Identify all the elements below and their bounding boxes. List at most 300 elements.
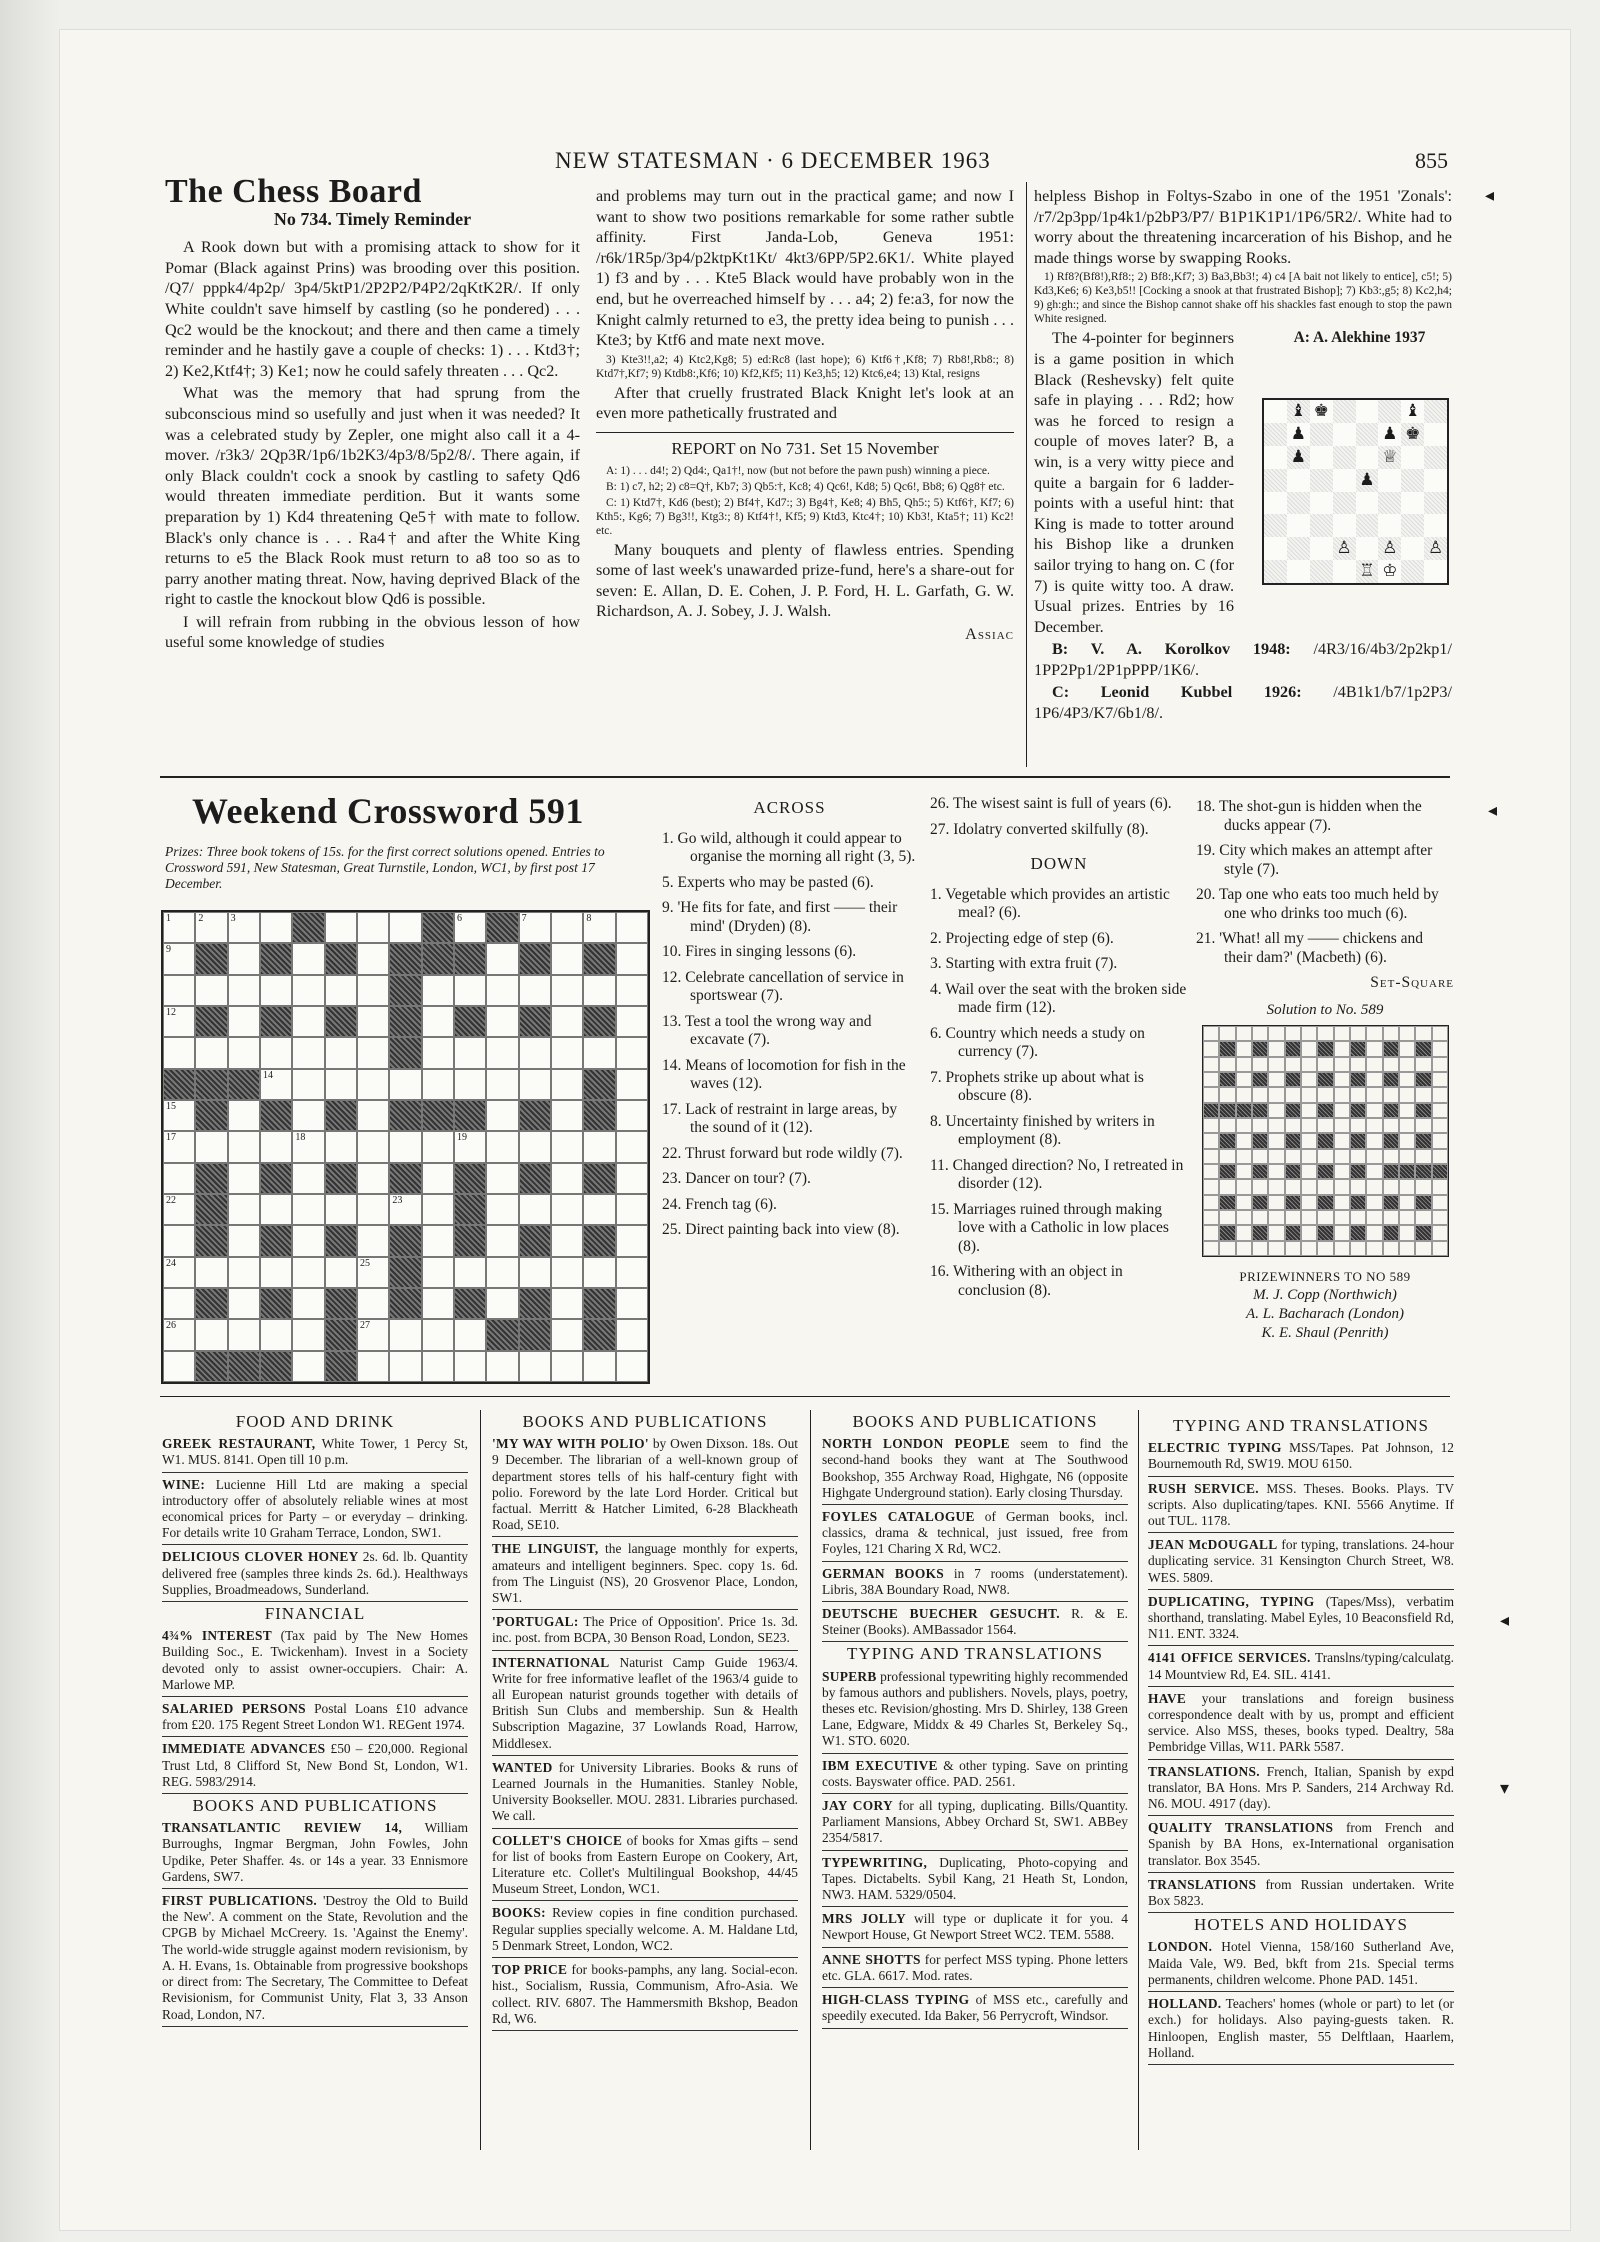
grid-cell[interactable] bbox=[486, 1037, 518, 1068]
grid-block bbox=[583, 1225, 615, 1256]
classified-ad-lead: THE LINGUIST, bbox=[492, 1541, 599, 1557]
classified-heading: TYPING AND TRANSLATIONS bbox=[847, 1644, 1103, 1664]
grid-cell[interactable] bbox=[228, 943, 260, 974]
grid-cell[interactable] bbox=[389, 1194, 421, 1225]
grid-cell[interactable] bbox=[228, 1225, 260, 1256]
grid-cell[interactable] bbox=[454, 1131, 486, 1162]
grid-cell[interactable] bbox=[163, 943, 195, 974]
classified-ad bbox=[1148, 1537, 1454, 1590]
classified-ad-lead: JEAN McDOUGALL bbox=[1148, 1537, 1278, 1553]
grid-cell[interactable] bbox=[357, 975, 389, 1006]
solution-cell bbox=[1317, 1179, 1333, 1194]
grid-cell[interactable] bbox=[325, 1131, 357, 1162]
grid-cell[interactable] bbox=[486, 1163, 518, 1194]
classified-ad-text: of books for Xmas gifts – send for list of books from Eastern Europe on Cookery, Art, Literature etc. Collet's Multilingual Bookshop, 44/45 Museum Street, London, WC1. bbox=[492, 1832, 798, 1897]
classified-ad-lead: DELICIOUS CLOVER HONEY bbox=[162, 1549, 359, 1565]
grid-cell[interactable] bbox=[357, 912, 389, 943]
grid-cell[interactable] bbox=[616, 943, 648, 974]
grid-cell[interactable] bbox=[616, 1037, 648, 1068]
grid-cell[interactable] bbox=[519, 1131, 551, 1162]
grid-cell[interactable] bbox=[357, 1288, 389, 1319]
chess-square bbox=[1424, 514, 1447, 537]
classified-ad bbox=[162, 1549, 468, 1602]
problem-b bbox=[1034, 639, 1452, 680]
grid-cell[interactable] bbox=[292, 1131, 324, 1162]
solution-cell bbox=[1432, 1087, 1448, 1102]
classified-ad bbox=[822, 1606, 1128, 1642]
classified-column-4 bbox=[1148, 1418, 1454, 2069]
grid-cell[interactable] bbox=[486, 943, 518, 974]
cell-number: 23 bbox=[392, 1195, 403, 1206]
grid-cell[interactable] bbox=[551, 1351, 583, 1382]
grid-cell[interactable] bbox=[325, 912, 357, 943]
classified-ad-text: The Price of Opposition'. Price 1s. 3d. inc. post. from BCPA, 30 Benson Road, London, SE23. bbox=[492, 1614, 798, 1646]
solution-block bbox=[1415, 1103, 1431, 1118]
classified-ad bbox=[1148, 1764, 1454, 1817]
grid-cell[interactable] bbox=[551, 1100, 583, 1131]
classified-ad-lead: ANNE SHOTTS bbox=[822, 1951, 921, 1967]
solution-cell bbox=[1317, 1118, 1333, 1133]
grid-cell[interactable] bbox=[486, 1257, 518, 1288]
grid-cell[interactable] bbox=[325, 1037, 357, 1068]
chess-square bbox=[1310, 537, 1333, 560]
grid-cell[interactable] bbox=[422, 1288, 454, 1319]
solution-cell bbox=[1399, 1103, 1415, 1118]
grid-cell[interactable] bbox=[260, 1257, 292, 1288]
grid-cell[interactable] bbox=[357, 1194, 389, 1225]
grid-cell[interactable] bbox=[422, 1069, 454, 1100]
grid-cell[interactable] bbox=[519, 1194, 551, 1225]
crossword-grid[interactable] bbox=[161, 910, 650, 1384]
grid-cell[interactable] bbox=[163, 1257, 195, 1288]
grid-cell[interactable] bbox=[454, 975, 486, 1006]
solution-cell bbox=[1268, 1087, 1284, 1102]
grid-cell[interactable] bbox=[357, 943, 389, 974]
grid-cell[interactable] bbox=[292, 1037, 324, 1068]
solution-cell bbox=[1236, 1241, 1252, 1256]
grid-cell[interactable] bbox=[163, 1194, 195, 1225]
classified-ad-lead: MRS JOLLY bbox=[822, 1911, 906, 1927]
grid-cell[interactable] bbox=[551, 1288, 583, 1319]
grid-cell[interactable] bbox=[228, 1163, 260, 1194]
classified-ad bbox=[492, 1962, 798, 2031]
classified-ad-lead: TOP PRICE bbox=[492, 1962, 568, 1978]
grid-cell[interactable] bbox=[357, 1131, 389, 1162]
solution-cell bbox=[1432, 1179, 1448, 1194]
grid-cell[interactable] bbox=[486, 1100, 518, 1131]
solution-cell bbox=[1415, 1149, 1431, 1164]
solution-cell bbox=[1350, 1179, 1366, 1194]
grid-cell[interactable] bbox=[195, 1037, 227, 1068]
classified-ad-text: Review copies in fine condition purchased. Regular supplies specially welcome. A. M. Haldane Ltd, 5 Denmark Street, London, WC2. bbox=[492, 1905, 798, 1953]
grid-cell[interactable] bbox=[195, 1257, 227, 1288]
down-heading: DOWN bbox=[1030, 854, 1088, 873]
classified-ad-text: Hotel Vienna, 158/160 Sutherland Ave, Maida Vale, W9. Bed, bkft from 21s. Special terms permanents, children welcome. Phone PAD. 1451. bbox=[1148, 1939, 1454, 1987]
grid-cell[interactable] bbox=[551, 943, 583, 974]
grid-cell[interactable] bbox=[583, 1351, 615, 1382]
grid-cell[interactable] bbox=[228, 975, 260, 1006]
grid-cell[interactable] bbox=[228, 1037, 260, 1068]
grid-cell[interactable] bbox=[163, 1037, 195, 1068]
grid-cell[interactable] bbox=[551, 1037, 583, 1068]
solution-cell bbox=[1366, 1195, 1382, 1210]
grid-cell[interactable] bbox=[357, 1257, 389, 1288]
grid-cell[interactable] bbox=[195, 1131, 227, 1162]
grid-cell[interactable] bbox=[551, 1194, 583, 1225]
grid-cell[interactable] bbox=[454, 1037, 486, 1068]
solution-cell bbox=[1350, 1026, 1366, 1041]
grid-cell[interactable] bbox=[228, 1194, 260, 1225]
chess-square bbox=[1333, 446, 1356, 469]
grid-cell[interactable] bbox=[163, 912, 195, 943]
grid-cell[interactable] bbox=[616, 1225, 648, 1256]
report-c: C: 1) Ktd7†, Kd6 (best); 2) Bf4†, Kd7:; 3) Bg4†, Ke8; 4) Bh5, Qh5:; 5) Ktf6†, Kf7; 6) Kth5:, Kg6; 7) Bg3!!, Ktg3:; 8) Ktf4†!, Kf5; 9) Ktd3, Ktc4†; 10) Kb3!, Kta5†; 11) Kc2! etc. bbox=[596, 496, 1014, 537]
solution-cell bbox=[1203, 1072, 1219, 1087]
grid-cell[interactable] bbox=[519, 1037, 551, 1068]
grid-cell[interactable] bbox=[357, 1225, 389, 1256]
across-clue: 10. Fires in singing lessons (6). bbox=[662, 943, 857, 960]
grid-cell[interactable] bbox=[357, 1351, 389, 1382]
grid-cell[interactable] bbox=[389, 1319, 421, 1350]
grid-cell[interactable] bbox=[260, 912, 292, 943]
solution-cell bbox=[1252, 1118, 1268, 1133]
solution-block bbox=[1415, 1072, 1431, 1087]
classified-ad bbox=[1148, 1996, 1454, 2065]
chess-square bbox=[1287, 560, 1310, 583]
solution-block bbox=[1383, 1103, 1399, 1118]
classified-ad bbox=[1148, 1594, 1454, 1647]
classified-ad-lead: COLLET'S CHOICE bbox=[492, 1832, 623, 1848]
grid-cell[interactable] bbox=[551, 1131, 583, 1162]
grid-cell[interactable] bbox=[228, 1100, 260, 1131]
chess-piece-icon: ♟ bbox=[1290, 423, 1306, 443]
classified-ad-lead: IBM EXECUTIVE bbox=[822, 1757, 938, 1773]
classified-ad-text: £50 – £20,000. Regional Trust Ltd, 8 Clifford St, New Bond St, London, W1. REG. 5983/2914. bbox=[162, 1741, 468, 1789]
grid-cell[interactable] bbox=[583, 1194, 615, 1225]
grid-cell[interactable] bbox=[519, 912, 551, 943]
prizewinner: A. L. Bacharach (London) bbox=[1246, 1306, 1404, 1322]
cell-number: 24 bbox=[166, 1257, 176, 1269]
grid-cell[interactable] bbox=[357, 1163, 389, 1194]
grid-cell[interactable] bbox=[357, 1069, 389, 1100]
classified-ad bbox=[492, 1436, 798, 1537]
classified-ad-lead: IMMEDIATE ADVANCES bbox=[162, 1741, 326, 1757]
grid-cell[interactable] bbox=[163, 1225, 195, 1256]
classified-ad-lead: WANTED bbox=[492, 1759, 553, 1775]
grid-cell[interactable] bbox=[616, 912, 648, 943]
grid-cell[interactable] bbox=[260, 975, 292, 1006]
solution-cell bbox=[1268, 1195, 1284, 1210]
grid-cell[interactable] bbox=[163, 1351, 195, 1382]
grid-cell[interactable] bbox=[163, 1006, 195, 1037]
grid-block bbox=[195, 1225, 227, 1256]
solution-block bbox=[1219, 1103, 1235, 1118]
chess-piece-icon: ♔ bbox=[1382, 561, 1398, 581]
section-divider bbox=[160, 1396, 1450, 1397]
chess-square bbox=[1264, 492, 1287, 515]
solution-cell bbox=[1415, 1118, 1431, 1133]
grid-cell[interactable] bbox=[519, 1351, 551, 1382]
solution-cell bbox=[1383, 1241, 1399, 1256]
grid-cell[interactable] bbox=[422, 1351, 454, 1382]
grid-cell[interactable] bbox=[292, 943, 324, 974]
solution-block bbox=[1350, 1225, 1366, 1240]
solution-cell bbox=[1317, 1057, 1333, 1072]
grid-cell[interactable] bbox=[422, 1257, 454, 1288]
crossword-setter: Set-Square bbox=[1370, 974, 1454, 991]
prizewinners-heading: PRIZEWINNERS TO NO 589 bbox=[1239, 1269, 1411, 1284]
grid-cell[interactable] bbox=[195, 912, 227, 943]
solution-cell bbox=[1350, 1149, 1366, 1164]
chess-square bbox=[1264, 469, 1287, 492]
grid-cell[interactable] bbox=[260, 1069, 292, 1100]
chess-square bbox=[1333, 423, 1356, 446]
solution-cell bbox=[1268, 1133, 1284, 1148]
grid-cell[interactable] bbox=[616, 1319, 648, 1350]
grid-cell[interactable] bbox=[583, 1257, 615, 1288]
grid-cell[interactable] bbox=[422, 1163, 454, 1194]
grid-cell[interactable] bbox=[163, 1288, 195, 1319]
grid-cell[interactable] bbox=[228, 1288, 260, 1319]
cell-number: 12 bbox=[166, 1007, 176, 1018]
grid-cell[interactable] bbox=[357, 1037, 389, 1068]
grid-cell[interactable] bbox=[551, 1069, 583, 1100]
grid-cell[interactable] bbox=[163, 1131, 195, 1162]
grid-block bbox=[454, 1163, 486, 1194]
grid-block bbox=[583, 1163, 615, 1194]
problem-c bbox=[1034, 682, 1452, 723]
chess-paragraph: The 4-pointer for beginners is a game position in which Black (Reshevsky) felt quite safe in playing . . . Rd2; how was he forced to resign a couple of moves later? B, a win, is a very witty piece and quite a bargain for 6 ladder-points with a useful hint: that King is made to totter around his Bishop like a drunken sailor trying to hang on. C (for 7) is quite witty too. A draw. Usual prizes. Entries by 16 December. bbox=[1034, 329, 1234, 636]
solution-cell bbox=[1219, 1149, 1235, 1164]
chess-paragraph: After that cruelly frustrated Black Knight let's look at an even more pathetically frustrated and bbox=[596, 383, 1014, 423]
grid-cell[interactable] bbox=[260, 1194, 292, 1225]
grid-cell[interactable] bbox=[454, 1069, 486, 1100]
cell-number: 6 bbox=[456, 913, 462, 924]
grid-cell[interactable] bbox=[486, 1131, 518, 1162]
chess-square bbox=[1264, 423, 1287, 446]
solution-block bbox=[1383, 1041, 1399, 1056]
chess-square bbox=[1378, 446, 1401, 469]
grid-cell[interactable] bbox=[454, 1319, 486, 1350]
grid-cell[interactable] bbox=[292, 1100, 324, 1131]
grid-cell[interactable] bbox=[292, 1319, 324, 1350]
grid-cell[interactable] bbox=[616, 1351, 648, 1382]
grid-cell[interactable] bbox=[228, 1006, 260, 1037]
solution-block bbox=[1236, 1103, 1252, 1118]
grid-cell[interactable] bbox=[551, 1257, 583, 1288]
grid-cell[interactable] bbox=[616, 1257, 648, 1288]
section-divider bbox=[160, 776, 1450, 778]
chess-square bbox=[1356, 514, 1379, 537]
grid-cell[interactable] bbox=[228, 1319, 260, 1350]
grid-cell[interactable] bbox=[519, 1257, 551, 1288]
grid-cell[interactable] bbox=[616, 975, 648, 1006]
solution-cell bbox=[1366, 1225, 1382, 1240]
down-clue: 7. Prophets strike up about what is obscure (8). bbox=[930, 1068, 1144, 1104]
grid-cell[interactable] bbox=[195, 1319, 227, 1350]
grid-cell[interactable] bbox=[454, 1257, 486, 1288]
down-clue: 18. The shot-gun is hidden when the ducks appear (7). bbox=[1196, 798, 1422, 834]
grid-cell[interactable] bbox=[292, 1069, 324, 1100]
grid-cell[interactable] bbox=[163, 1163, 195, 1194]
grid-cell[interactable] bbox=[616, 1069, 648, 1100]
grid-cell[interactable] bbox=[486, 1194, 518, 1225]
grid-cell[interactable] bbox=[357, 1006, 389, 1037]
grid-block bbox=[583, 1288, 615, 1319]
grid-cell[interactable] bbox=[422, 1225, 454, 1256]
solution-cell bbox=[1432, 1041, 1448, 1056]
grid-cell[interactable] bbox=[551, 1225, 583, 1256]
grid-cell[interactable] bbox=[486, 1006, 518, 1037]
grid-block bbox=[325, 1319, 357, 1350]
grid-cell[interactable] bbox=[519, 1069, 551, 1100]
solution-cell bbox=[1285, 1179, 1301, 1194]
grid-cell[interactable] bbox=[551, 975, 583, 1006]
solution-cell bbox=[1203, 1087, 1219, 1102]
grid-cell[interactable] bbox=[163, 1100, 195, 1131]
grid-cell[interactable] bbox=[228, 1257, 260, 1288]
grid-block bbox=[454, 1194, 486, 1225]
grid-cell[interactable] bbox=[325, 1069, 357, 1100]
grid-cell[interactable] bbox=[616, 1131, 648, 1162]
grid-cell[interactable] bbox=[325, 1194, 357, 1225]
solution-cell bbox=[1301, 1087, 1317, 1102]
chess-piece-icon: ♟ bbox=[1359, 469, 1375, 489]
grid-cell[interactable] bbox=[292, 1257, 324, 1288]
solution-cell bbox=[1236, 1210, 1252, 1225]
grid-block bbox=[325, 1288, 357, 1319]
grid-cell[interactable] bbox=[357, 1100, 389, 1131]
solution-block bbox=[1415, 1041, 1431, 1056]
grid-cell[interactable] bbox=[292, 1351, 324, 1382]
grid-block bbox=[260, 1163, 292, 1194]
grid-cell[interactable] bbox=[163, 1319, 195, 1350]
grid-cell[interactable] bbox=[422, 1131, 454, 1162]
solution-cell bbox=[1383, 1026, 1399, 1041]
grid-cell[interactable] bbox=[583, 975, 615, 1006]
classified-ad-lead: INTERNATIONAL bbox=[492, 1654, 610, 1670]
grid-cell[interactable] bbox=[389, 1069, 421, 1100]
grid-cell[interactable] bbox=[616, 1194, 648, 1225]
classified-ad-lead: FIRST PUBLICATIONS. bbox=[162, 1893, 318, 1909]
grid-cell[interactable] bbox=[357, 1319, 389, 1350]
solution-cell bbox=[1203, 1179, 1219, 1194]
grid-block bbox=[195, 1351, 227, 1382]
solution-cell bbox=[1415, 1057, 1431, 1072]
grid-cell[interactable] bbox=[292, 1225, 324, 1256]
grid-cell[interactable] bbox=[422, 1194, 454, 1225]
solution-cell bbox=[1203, 1164, 1219, 1179]
solution-cell bbox=[1399, 1087, 1415, 1102]
solution-cell bbox=[1334, 1210, 1350, 1225]
solution-cell bbox=[1334, 1195, 1350, 1210]
cell-number: 14 bbox=[262, 1069, 273, 1081]
grid-cell[interactable] bbox=[422, 975, 454, 1006]
solution-cell bbox=[1203, 1149, 1219, 1164]
classified-ad-text: (Tapes/Mss), verbatim shorthand, translating. Mabel Eyles, 10 Beaconsfield Rd, N11. ENT. 3324. bbox=[1148, 1593, 1455, 1642]
grid-cell[interactable] bbox=[292, 1194, 324, 1225]
classified-ad bbox=[1148, 1820, 1454, 1873]
grid-cell[interactable] bbox=[486, 975, 518, 1006]
grid-cell[interactable] bbox=[551, 1006, 583, 1037]
solution-cell bbox=[1301, 1072, 1317, 1087]
grid-cell[interactable] bbox=[228, 912, 260, 943]
grid-cell[interactable] bbox=[454, 1351, 486, 1382]
grid-cell[interactable] bbox=[551, 1319, 583, 1350]
grid-block bbox=[389, 975, 421, 1006]
grid-cell[interactable] bbox=[583, 912, 615, 943]
classified-ad-lead: 4141 OFFICE SERVICES. bbox=[1148, 1650, 1311, 1666]
solution-grid bbox=[1202, 1025, 1449, 1257]
grid-cell[interactable] bbox=[422, 1006, 454, 1037]
grid-cell[interactable] bbox=[292, 975, 324, 1006]
grid-cell[interactable] bbox=[228, 1131, 260, 1162]
grid-cell[interactable] bbox=[616, 1288, 648, 1319]
grid-cell[interactable] bbox=[486, 1069, 518, 1100]
grid-cell[interactable] bbox=[616, 1006, 648, 1037]
grid-cell[interactable] bbox=[292, 1006, 324, 1037]
grid-block bbox=[260, 1288, 292, 1319]
grid-cell[interactable] bbox=[260, 1319, 292, 1350]
grid-cell[interactable] bbox=[163, 975, 195, 1006]
grid-cell[interactable] bbox=[551, 912, 583, 943]
solution-cell bbox=[1285, 1241, 1301, 1256]
grid-cell[interactable] bbox=[454, 912, 486, 943]
grid-cell[interactable] bbox=[325, 1257, 357, 1288]
solution-cell bbox=[1285, 1149, 1301, 1164]
grid-cell[interactable] bbox=[260, 1037, 292, 1068]
grid-cell[interactable] bbox=[616, 1100, 648, 1131]
grid-cell[interactable] bbox=[551, 1163, 583, 1194]
solution-block bbox=[1350, 1195, 1366, 1210]
grid-cell[interactable] bbox=[325, 975, 357, 1006]
classified-ad-lead: SUPERB bbox=[822, 1668, 877, 1684]
grid-cell[interactable] bbox=[486, 1351, 518, 1382]
grid-cell[interactable] bbox=[422, 1319, 454, 1350]
solution-cell bbox=[1334, 1103, 1350, 1118]
chess-column-1 bbox=[165, 173, 580, 655]
solution-cell bbox=[1252, 1087, 1268, 1102]
classified-ad-lead: GERMAN BOOKS bbox=[822, 1565, 945, 1581]
solution-cell bbox=[1236, 1179, 1252, 1194]
grid-cell[interactable] bbox=[486, 1225, 518, 1256]
grid-cell[interactable] bbox=[292, 1163, 324, 1194]
cell-number: 7 bbox=[521, 913, 527, 924]
chess-square bbox=[1264, 400, 1287, 423]
grid-cell[interactable] bbox=[389, 912, 421, 943]
grid-cell[interactable] bbox=[583, 1131, 615, 1162]
grid-cell[interactable] bbox=[422, 1037, 454, 1068]
grid-cell[interactable] bbox=[583, 1037, 615, 1068]
solution-block bbox=[1317, 1103, 1333, 1118]
grid-cell[interactable] bbox=[616, 1163, 648, 1194]
classified-ad-text: R. & E. Steiner (Books). AMBassador 1564. bbox=[822, 1606, 1129, 1638]
grid-cell[interactable] bbox=[389, 1131, 421, 1162]
grid-cell[interactable] bbox=[292, 1288, 324, 1319]
classified-ad-lead: TRANSLATIONS. bbox=[1148, 1763, 1260, 1779]
grid-block bbox=[519, 943, 551, 974]
page-gutter bbox=[0, 0, 60, 2242]
solution-cell bbox=[1415, 1241, 1431, 1256]
grid-cell[interactable] bbox=[389, 1351, 421, 1382]
chess-paragraph: and problems may turn out in the practical game; and now I want to show two positions remarkable for some rather subtle affinity. First Janda-Lob, Geneva 1951: /r6k/1R5p/3p4/p2ktpKt1Kt/ 4kt3/6PP/5P2.6K1/. White played 1) f3 and by . . . Kte5 Black would have probably won in the end, but he overreached himself by . . . a4; 2) fe:a3, for now the Knight calmly returned to e3, the pretty idea being to punish . . . Kte3; by Ktf6 and mate next move. bbox=[596, 187, 1014, 350]
across-clue: 13. Test a tool the wrong way and excavate (7). bbox=[662, 1012, 872, 1048]
grid-cell[interactable] bbox=[260, 1131, 292, 1162]
grid-cell[interactable] bbox=[486, 1288, 518, 1319]
grid-cell[interactable] bbox=[195, 975, 227, 1006]
solution-cell bbox=[1268, 1179, 1284, 1194]
grid-cell[interactable] bbox=[519, 975, 551, 1006]
